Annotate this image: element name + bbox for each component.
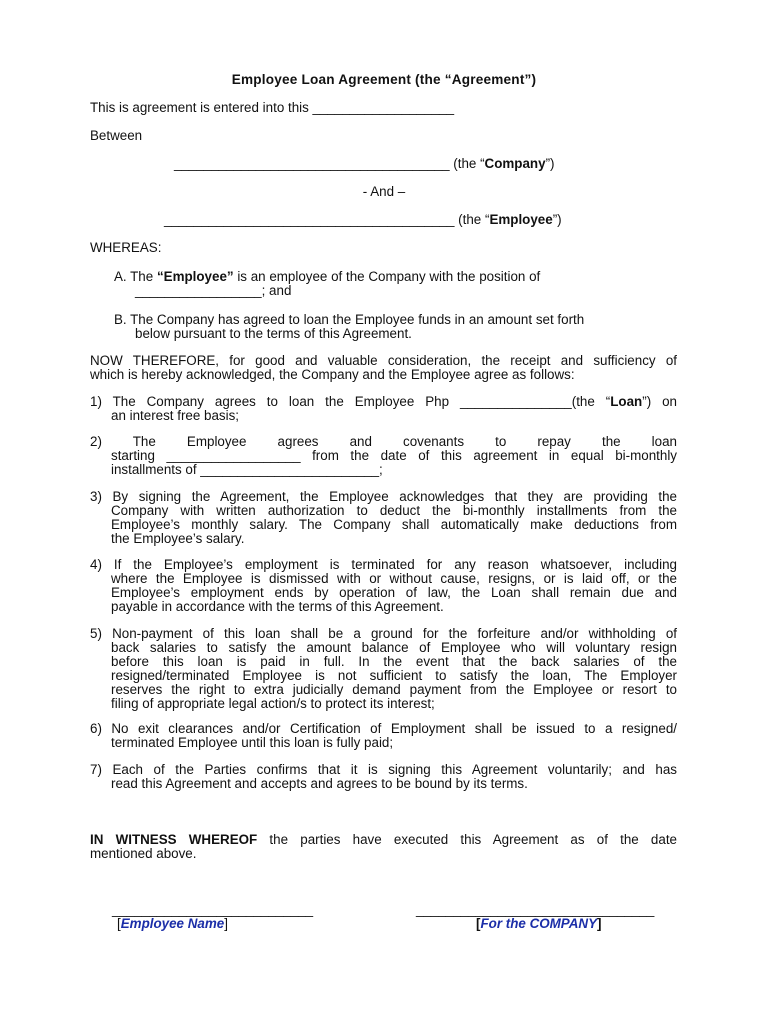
clause-4-line1: 4) If the Employee’s employment is terminated for any reason whatsoever, including xyxy=(90,557,677,572)
clause-4-line2: where the Employee is dismissed with or without cause, resigns, or is laid off, or the xyxy=(111,571,677,586)
now-therefore-line2: which is hereby acknowledged, the Company and the Employee agree as follows: xyxy=(90,367,575,382)
witness-line2: mentioned above. xyxy=(90,846,197,861)
now-therefore-line1: NOW THEREFORE, for good and valuable consideration, the receipt and sufficiency of xyxy=(90,353,677,368)
recital-a-line2: _________________; and xyxy=(135,283,292,298)
sig-right-open: [ xyxy=(476,916,481,931)
recital-a-bold: “Employee” xyxy=(156,269,234,284)
for-company-placeholder: For the COMPANY xyxy=(480,916,598,931)
clause-3-line3: Employee’s monthly salary. The Company shall automatically make deductions from xyxy=(111,517,677,532)
company-label: Company xyxy=(484,156,546,171)
employee-party-line xyxy=(164,213,562,227)
clause-1-pre: 1) The Company agrees to loan the Employee Php _______________(the “ xyxy=(90,394,611,409)
clause-1-bold: Loan xyxy=(610,394,643,409)
whereas-heading: WHEREAS: xyxy=(90,240,162,255)
clause-1-line2: an interest free basis; xyxy=(111,408,240,423)
clause-6-line1: 6) No exit clearances and/or Certification of Employment shall be issued to a resigned/ xyxy=(90,721,677,736)
sig-left-close: ] xyxy=(224,916,228,931)
recital-a-prefix: A. The xyxy=(114,269,157,284)
witness-rest: the parties have executed this Agreement as of the date xyxy=(257,832,677,847)
company-post: ”) xyxy=(545,156,555,171)
company-pre: (the “ xyxy=(449,156,485,171)
intro-line: This is agreement is entered into this ___________________ xyxy=(90,100,455,115)
clause-7-line2: read this Agreement and accepts and agrees to be bound by its terms. xyxy=(111,776,528,791)
clause-4-line3: Employee’s employment ends by operation of law, the Loan shall remain due and xyxy=(111,585,677,600)
document-title: Employee Loan Agreement (the “Agreement”) xyxy=(231,72,537,87)
clause-5-line6: filing of appropriate legal action/s to protect its interest; xyxy=(111,696,435,711)
clause-5-line1: 5) Non-payment of this loan shall be a ground for the forfeiture and/or withholding of xyxy=(90,626,677,641)
recital-b-line2: below pursuant to the terms of this Agreement. xyxy=(135,326,412,341)
clause-2-line2: starting __________________ from the date of this agreement in equal bi-monthly xyxy=(111,448,677,463)
clause-5-line3: before this loan is paid in full. In the event that the back salaries of the xyxy=(111,654,677,669)
clause-2-line1: 2) The Employee agrees and covenants to repay the loan xyxy=(90,434,677,449)
employee-label: Employee xyxy=(489,212,553,227)
and-separator: - And – xyxy=(362,184,406,199)
clause-5-line2: back salaries to satisfy the amount balance of Employee who will voluntary resign xyxy=(111,640,677,655)
employee-signature-line: ___________________________ xyxy=(112,902,314,917)
clause-1-post: ”) on xyxy=(642,394,677,409)
company-party-line xyxy=(174,157,554,171)
employee-blank: _______________________________________ xyxy=(164,212,455,227)
employee-name-placeholder: Employee Name xyxy=(120,916,225,931)
between-label: Between xyxy=(90,128,143,143)
witness-bold: IN WITNESS WHEREOF xyxy=(90,832,258,847)
employee-pre: (the “ xyxy=(454,212,490,227)
clause-3-line4: the Employee’s salary. xyxy=(111,531,245,546)
clause-7-line1: 7) Each of the Parties confirms that it is signing this Agreement voluntarily; and has xyxy=(90,762,677,777)
sig-left-open: [ xyxy=(117,916,121,931)
sig-right-close: ] xyxy=(597,916,602,931)
company-blank: _____________________________________ xyxy=(174,156,450,171)
clause-5-line4: resigned/terminated Employee is not sufficient to satisfy the loan, The Employer xyxy=(111,668,677,683)
recital-a-text: is an employee of the Company with the position of xyxy=(233,269,541,284)
company-signature-line: ________________________________ xyxy=(416,902,655,917)
clause-2-line3: installments of ________________________; xyxy=(111,462,383,477)
clause-6-line2: terminated Employee until this loan is fully paid; xyxy=(111,735,394,750)
clause-3-line1: 3) By signing the Agreement, the Employee acknowledges that they are providing the xyxy=(90,489,677,504)
company-signature-label xyxy=(476,917,601,931)
clause-4-line4: payable in accordance with the terms of this Agreement. xyxy=(111,599,444,614)
clause-5-line5: reserves the right to extra judicially demand payment from the Employee or resort to xyxy=(111,682,677,697)
employee-post: ”) xyxy=(552,212,562,227)
recital-b-line1: B. The Company has agreed to loan the Employee funds in an amount set forth xyxy=(114,312,585,327)
clause-3-line2: Company with written authorization to deduct the bi-monthly installments from the xyxy=(111,503,677,518)
employee-signature-label xyxy=(117,917,228,931)
